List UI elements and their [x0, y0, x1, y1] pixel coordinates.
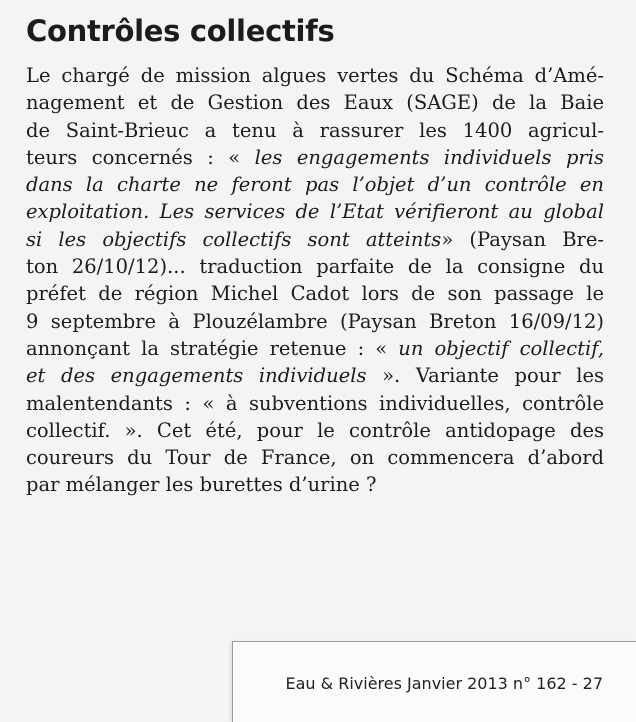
article-line [26, 335, 604, 362]
body-text: ton 26/10/12)... traduction parfaite de la consigne du [26, 255, 604, 279]
body-text: collectif. ». Cet été, pour le contrôle antidopage des [26, 418, 604, 442]
article-line [26, 308, 604, 335]
article-line [26, 117, 604, 144]
article-line [26, 226, 604, 253]
body-text: malentendants : « à subventions individuelles, contrôle [26, 391, 604, 415]
body-text: de Saint-Brieuc a tenu à rassurer les 1400 agricul- [26, 118, 604, 142]
article-line [26, 362, 604, 389]
article-line [26, 280, 604, 307]
article-line [26, 417, 604, 444]
article-body [26, 62, 604, 499]
quoted-text: dans la charte ne feront pas l’objet d’un contrôle en [26, 173, 604, 197]
body-text: nagement et de Gestion des Eaux (SAGE) de la Baie [26, 91, 604, 115]
article-line [26, 253, 604, 280]
article-line [26, 144, 604, 171]
article-line [26, 89, 604, 116]
quoted-text: et des engagements individuels [26, 364, 367, 388]
body-text: annonçant la stratégie retenue : « [26, 336, 399, 360]
quoted-text: un objectif collectif, [398, 336, 604, 360]
article-title: Contrôles collectifs [26, 14, 335, 48]
article-line [26, 471, 604, 498]
body-text: teurs concernés : « [26, 145, 255, 169]
body-text: coureurs du Tour de France, on commencera d’abord [26, 446, 604, 470]
footer-citation: Eau & Rivières Janvier 2013 n° 162 - 27 [285, 674, 603, 693]
body-text: Le chargé de mission algues vertes du Schéma d’Amé- [26, 64, 604, 87]
article-line [26, 62, 604, 89]
quoted-text: si les objectifs collectifs sont atteints [26, 227, 442, 251]
body-text: préfet de région Michel Cadot lors de son passage le [26, 282, 604, 306]
quoted-text: exploitation. Les services de l’Etat vérifieront au global [26, 200, 604, 224]
body-text: 9 septembre à Plouzélambre (Paysan Breton 16/09/12) [26, 309, 604, 333]
article-line [26, 198, 604, 225]
article-line [26, 171, 604, 198]
quoted-text: les engagements individuels pris [254, 145, 604, 169]
body-text: ». Variante pour les [366, 364, 604, 388]
article-line [26, 444, 604, 471]
article-line [26, 390, 604, 417]
body-text: » (Paysan Bre- [441, 227, 605, 251]
footer-box [232, 641, 636, 722]
body-text: par mélanger les burettes d’urine ? [26, 473, 377, 497]
